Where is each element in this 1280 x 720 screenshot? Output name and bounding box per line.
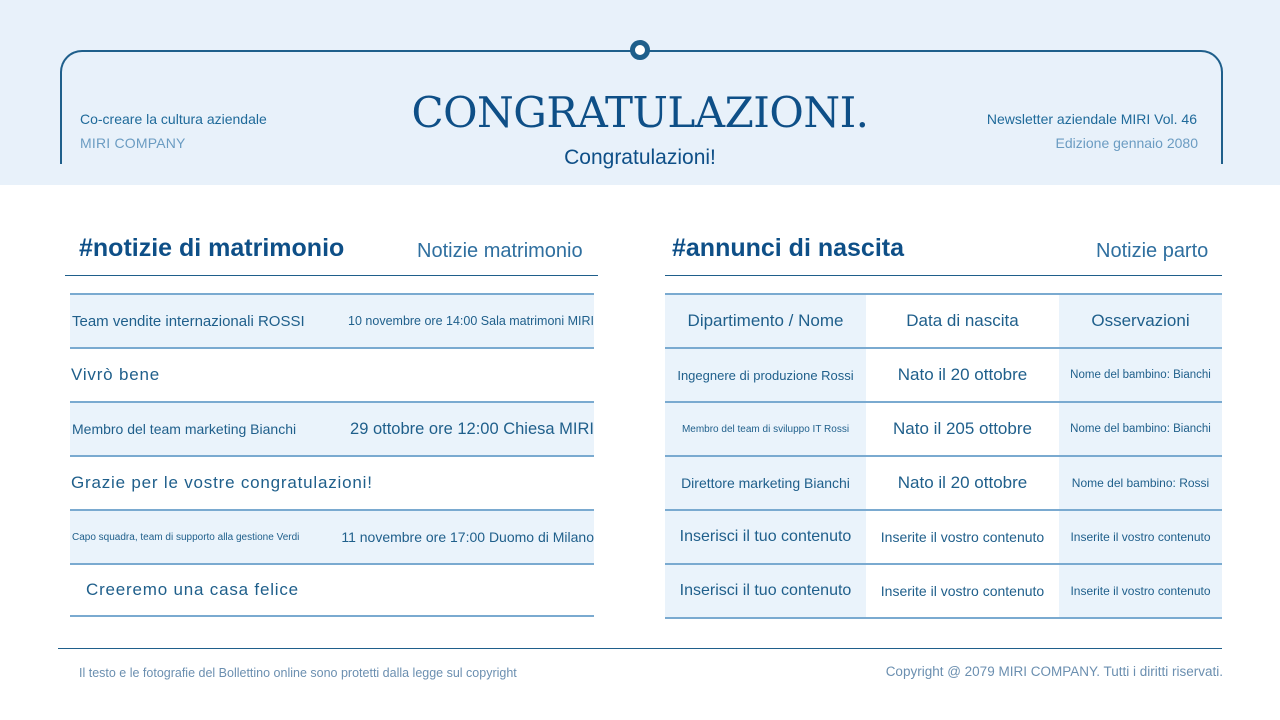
table-cell: Ingegnere di produzione Rossi [665,348,866,402]
list-item [70,563,594,617]
table-row [665,456,1222,510]
column-header: Dipartimento / Nome [665,294,866,348]
wedding-details: 29 ottobre ore 12:00 Chiesa MIRI [350,419,594,438]
table-header-row [665,294,1222,348]
table-cell: Direttore marketing Bianchi [665,456,866,510]
newsletter-edition: Edizione gennaio 2080 [1055,135,1198,151]
wedding-name: Capo squadra, team di supporto alla gestione Verdi [72,531,300,543]
page-title: CONGRATULAZIONI. [411,88,869,137]
birth-label: Notizie parto [1096,240,1209,262]
wedding-note: Grazie per le vostre congratulazioni! [71,473,373,492]
table-row [665,510,1222,564]
footer-divider [58,648,1222,649]
page-subtitle: Congratulazioni! [564,146,716,169]
list-item [70,401,594,455]
table-cell: Inserite il vostro contenuto [1059,564,1222,618]
table-cell: Nome del bambino: Rossi [1059,456,1222,510]
footer-copyright: Copyright @ 2079 MIRI COMPANY. Tutti i diritti riservati. [885,664,1223,679]
table-cell: Nato il 205 ottobre [866,402,1059,456]
table-cell: Inserite il vostro contenuto [1059,510,1222,564]
wedding-list [70,293,594,617]
wedding-name: Team vendite internazionali ROSSI [72,312,305,330]
wedding-note: Vivrò bene [71,365,160,384]
table-cell: Membro del team di sviluppo IT Rossi [665,402,866,456]
wedding-divider [65,275,598,276]
table-row [665,564,1222,618]
table-cell: Nome del bambino: Bianchi [1059,348,1222,402]
wedding-details: 10 novembre ore 14:00 Sala matrimoni MIRI [348,314,594,328]
table-row [665,402,1222,456]
wedding-details: 11 novembre ore 17:00 Duomo di Milano [341,529,594,545]
table-cell: Inserisci il tuo contenuto [665,510,866,564]
list-item [70,455,594,509]
table-row [665,348,1222,402]
table-cell: Nato il 20 ottobre [866,348,1059,402]
list-item [70,293,594,347]
footer-disclaimer: Il testo e le fotografie del Bollettino online sono protetti dalla legge sul copyright [79,666,517,680]
birth-divider [665,275,1222,276]
birth-heading: #annunci di nascita [672,234,905,262]
table-cell: Inserite il vostro contenuto [866,564,1059,618]
wedding-heading: #notizie di matrimonio [79,234,345,262]
table-cell: Nato il 20 ottobre [866,456,1059,510]
header-tagline: Co-creare la cultura aziendale [80,111,267,127]
list-item [70,347,594,401]
column-header: Data di nascita [866,294,1059,348]
birth-table [665,293,1222,619]
wedding-note: Creeremo una casa felice [86,580,299,599]
table-cell: Inserisci il tuo contenuto [665,564,866,618]
table-cell: Nome del bambino: Bianchi [1059,402,1222,456]
newsletter-volume: Newsletter aziendale MIRI Vol. 46 [986,111,1197,127]
column-header: Osservazioni [1059,294,1222,348]
header-company: MIRI COMPANY [80,135,186,151]
wedding-label: Notizie matrimonio [417,240,583,262]
frame-ornament-icon [630,40,650,60]
list-item [70,509,594,563]
table-cell: Inserite il vostro contenuto [866,510,1059,564]
wedding-name: Membro del team marketing Bianchi [72,421,297,437]
